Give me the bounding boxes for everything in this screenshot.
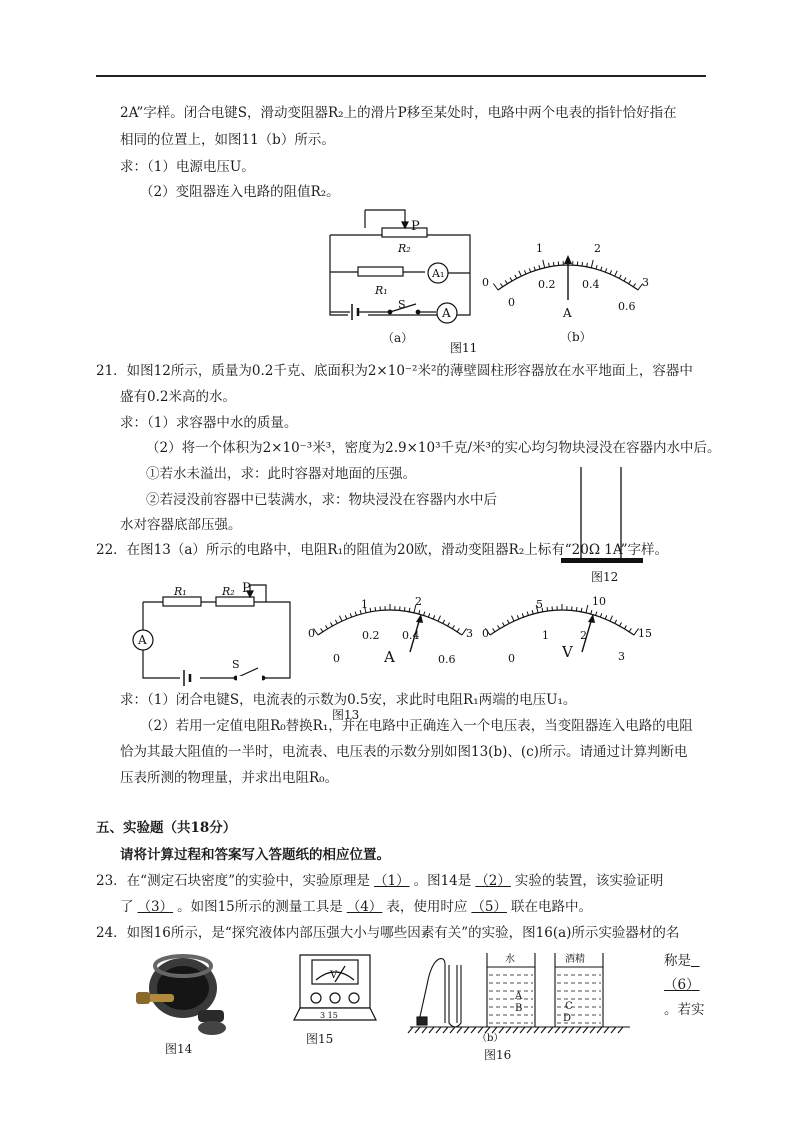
fig11-meter — [493, 255, 642, 300]
meter-tick — [409, 608, 410, 612]
meter-tick — [510, 278, 512, 281]
meter-tick — [502, 623, 504, 626]
meter-tick — [507, 620, 509, 624]
ground-hatch — [415, 1027, 420, 1033]
meter-tick — [605, 268, 606, 272]
section-5-note: 请将计算过程和答案写入答题纸的相应位置。 — [120, 847, 390, 863]
meter-tick — [321, 628, 323, 631]
meter-tick — [443, 620, 445, 624]
figure-11 — [320, 200, 660, 355]
fig13b-bottom-1: 0.2 — [362, 629, 380, 642]
ground-hatch — [408, 1027, 413, 1033]
ground-hatch — [555, 1027, 560, 1033]
ground-hatch — [429, 1027, 434, 1033]
q23-blank-5: （5） — [471, 899, 507, 915]
ground-hatch — [534, 1027, 539, 1033]
fig13-caption: 图13 — [332, 708, 360, 722]
fig15-v-label: V — [330, 970, 338, 981]
fig11-a-label: A — [442, 306, 451, 320]
meter-tick — [539, 265, 540, 269]
ground-hatch — [618, 1027, 623, 1033]
fig11-meter-top-1: 1 — [536, 242, 543, 255]
fig11-caption: 图11 — [450, 341, 478, 355]
fig13-r2-label: R₂ — [222, 585, 235, 598]
meter-tick — [587, 263, 588, 267]
meter-tick — [511, 616, 514, 621]
meter-tick — [633, 283, 635, 286]
q21-line-6: ②若浸没前容器中已装满水，求：物块浸没在容器内水中后 — [146, 492, 497, 508]
q21-line-7: 水对容器底部压强。 — [120, 517, 242, 533]
fig13c-unit: V — [562, 643, 573, 661]
meter-tick — [549, 263, 550, 267]
q23-line-1 — [96, 872, 663, 890]
q24-right-1 — [664, 952, 700, 970]
meter-tick — [493, 283, 498, 290]
meter-tick — [543, 260, 545, 268]
meter-tick — [457, 628, 459, 631]
q24-right-3: 。若实 — [664, 1002, 705, 1018]
fig13b-top-1: 1 — [361, 598, 368, 611]
fig11-meter-bottom-2: 0.4 — [582, 278, 600, 291]
meter-tick — [581, 608, 582, 612]
meter-tick — [515, 275, 517, 279]
q22-line-4: 恰为其最大阻值的一半时，电流表、电压表的示数分别如图13(b)、(c)所示。请通过计算判断电 — [120, 744, 688, 760]
meter-tick — [629, 628, 631, 631]
meter-tick — [600, 613, 601, 617]
ground-hatch — [443, 1027, 448, 1033]
meter-tick — [355, 612, 356, 616]
q23-text-h: 联在电路中。 — [510, 899, 592, 915]
meter-tick — [624, 625, 626, 628]
fig11-s-label: S — [398, 298, 406, 311]
fig13b-top-0: 0 — [308, 627, 315, 640]
fig11-meter-top-2: 2 — [594, 242, 601, 255]
meter-tick — [335, 620, 337, 624]
fig13c-bottom-1: 1 — [542, 629, 549, 642]
q23-blank-3: （3） — [137, 899, 174, 915]
meter-tick — [619, 275, 621, 279]
fig13c-bottom-2: 2 — [580, 629, 587, 642]
meter-tick — [610, 270, 612, 274]
q22-line-2: 求：（1）闭合电键S，电流表的示数为0.5安，求此时电阻R₁两端的电压U₁。 — [120, 692, 577, 708]
meter-tick — [500, 283, 502, 286]
meter-tick — [524, 270, 526, 274]
ground-hatch — [513, 1027, 518, 1033]
fig16-point-a: A — [515, 991, 523, 1002]
meter-tick — [448, 623, 450, 626]
fig11-a1-label: A₁ — [432, 267, 445, 280]
meter-tick — [629, 280, 631, 283]
ground-hatch — [590, 1027, 595, 1033]
meter-tick — [532, 610, 533, 614]
ground-hatch — [457, 1027, 462, 1033]
q21-line-3: 求：（1）求容器中水的质量。 — [120, 415, 298, 431]
fig16-point-b: B — [515, 1003, 523, 1014]
fig13b-bottom-2: 0.4 — [402, 629, 420, 642]
meter-tick — [498, 625, 500, 628]
ground-hatch — [562, 1027, 567, 1033]
q21-line-1: 21．如图12所示，质量为0.2千克、底面积为2×10⁻²米²的薄壁圆柱形容器放在水平地面上，容器中 — [96, 363, 693, 379]
meter-tick — [591, 260, 593, 268]
fig13b-bottom-3: 0.6 — [438, 653, 456, 666]
ground-hatch — [450, 1027, 455, 1033]
figure-16 — [405, 945, 640, 1045]
fig16-point-d: D — [563, 1013, 572, 1024]
fig11-meter-bottom-0: 0 — [508, 296, 515, 309]
q23-text-f: 。如图15所示的测量工具是 — [177, 899, 343, 915]
ground-hatch — [541, 1027, 546, 1033]
q20-line-3: 求：（1）电源电压U。 — [120, 159, 255, 175]
ground-hatch — [583, 1027, 588, 1033]
q24-line-1: 24．如图16所示，是“探究液体内部压强大小与哪些因素有关”的实验，图16(a)所示实验器材的名 — [96, 925, 680, 941]
q23-text-e: 了 — [120, 899, 134, 915]
meter-tick — [610, 616, 613, 621]
meter-tick — [596, 265, 597, 269]
meter-tick — [601, 267, 602, 271]
fig13b-top-3: 3 — [466, 627, 473, 640]
meter-tick — [624, 278, 626, 281]
fig11-r2-label: R₂ — [398, 242, 411, 255]
q20-line-1: 2A”字样。闭合电键S，滑动变阻器R₂上的滑片P移至某处时，电路中两个电表的指针恰好指在 — [120, 105, 677, 121]
q23-blank-2: （2） — [475, 873, 511, 889]
q22-line-5: 压表所测的物理量，并求出电阻R₀。 — [120, 770, 339, 786]
fig11-cap-b: （b） — [560, 330, 592, 344]
meter-tick — [547, 607, 548, 611]
q23-blank-4: （4） — [346, 899, 383, 915]
meter-tick — [438, 616, 441, 621]
ground-hatch — [506, 1027, 511, 1033]
meter-tick — [553, 262, 554, 266]
q23-text-g: 表，使用时应 — [386, 899, 468, 915]
ground-hatch — [576, 1027, 581, 1033]
q23-blank-1: （1） — [373, 873, 410, 889]
fig13-p-label: P — [242, 581, 251, 596]
meter-tick — [527, 612, 528, 616]
fig16-alcohol-label: 酒精 — [565, 954, 585, 965]
fig11-r1-label: R₁ — [375, 284, 388, 297]
q22-line-3: （2）若用一定值电阻R₀替换R₁，并在电路中正确连入一个电压表，当变阻器连入电路的电阻 — [140, 718, 693, 734]
meter-tick — [404, 607, 405, 611]
fig11-meter-bottom-3: 0.6 — [618, 300, 636, 313]
fig13-r1-label: R₁ — [174, 585, 187, 598]
fig11-meter-top-3: 3 — [642, 276, 649, 289]
fig11-cap-a: （a） — [382, 331, 414, 345]
meter-tick — [433, 615, 435, 619]
meter-tick — [370, 608, 371, 612]
q20-line-2: 相同的位置上，如图11（b）所示。 — [120, 132, 335, 148]
meter-tick — [582, 262, 583, 266]
fig16-water-label: 水 — [505, 954, 515, 965]
fig13c-bottom-3: 3 — [618, 650, 625, 663]
fig15-scale-label: 3 15 — [320, 1011, 338, 1020]
q21-line-5: ①若水未溢出，求：此时容器对地面的压强。 — [146, 466, 416, 482]
q20-line-4: （2）变阻器连入电路的阻值R₂。 — [140, 184, 340, 200]
meter-tick — [493, 628, 495, 631]
fig13b-top-2: 2 — [415, 595, 422, 608]
fig11-p-label: P — [411, 219, 420, 234]
meter-tick — [330, 623, 332, 626]
meter-tick — [615, 620, 617, 624]
meter-tick — [519, 271, 522, 276]
meter-tick — [591, 610, 592, 614]
meter-tick — [522, 613, 523, 617]
ground-hatch — [436, 1027, 441, 1033]
fig13c-top-0: 0 — [482, 627, 489, 640]
q24-blank-6: （6） — [664, 977, 700, 993]
fig13c-top-2: 10 — [592, 595, 606, 608]
meter-tick — [586, 605, 588, 613]
meter-tick — [529, 268, 530, 272]
meter-tick — [375, 607, 376, 611]
fig16-caption: 图16 — [484, 1048, 512, 1062]
meter-tick — [615, 271, 618, 276]
fig13-s-label: S — [232, 658, 240, 671]
meter-tick — [576, 607, 577, 611]
fig11-meter-bottom-1: 0.2 — [538, 278, 556, 291]
q23-line-2 — [120, 898, 592, 916]
ground-hatch — [604, 1027, 609, 1033]
q22-line-1: 22．在图13（a）所示的电路中，电阻R₁的阻值为20欧，滑动变阻器R₂上标有“20Ω 1A”字样。 — [96, 542, 669, 558]
q21-line-2: 盛有0.2米高的水。 — [120, 389, 236, 405]
meter-tick — [605, 615, 607, 619]
fig13-a-label: A — [138, 633, 147, 647]
section-5-title: 五、实验题（共18分） — [96, 820, 237, 836]
fig12-caption: 图12 — [591, 570, 619, 584]
ground-hatch — [527, 1027, 532, 1033]
meter-tick — [345, 615, 347, 619]
fig13c-top-1: 5 — [536, 598, 543, 611]
ground-hatch — [611, 1027, 616, 1033]
ground-hatch — [520, 1027, 525, 1033]
ground-hatch — [569, 1027, 574, 1033]
fig15-caption: 图15 — [306, 1032, 334, 1046]
fig14-caption: 图14 — [165, 1042, 193, 1056]
meter-tick — [326, 625, 328, 628]
q24-right-1-text: 称是 — [664, 953, 691, 969]
fig11-meter-unit: A — [563, 306, 572, 320]
meter-tick — [517, 615, 519, 619]
meter-tick — [505, 280, 507, 283]
meter-tick — [596, 612, 597, 616]
fig16-point-c: C — [565, 1001, 573, 1012]
fig11-meter-top-0: 0 — [482, 276, 489, 289]
meter-tick — [419, 610, 420, 614]
ground-hatch — [471, 1027, 476, 1033]
fig13c-bottom-0: 0 — [508, 652, 515, 665]
meter-tick — [350, 613, 351, 617]
header-rule — [96, 75, 706, 77]
figure-15-voltmeter — [290, 950, 380, 1030]
ground-hatch — [464, 1027, 469, 1033]
meter-tick — [534, 267, 535, 271]
fig13b-unit: A — [384, 648, 395, 666]
figure-14-pressure-gauge — [128, 948, 238, 1038]
q23-text-a: 23．在“测定石块密度”的实验中，实验原理是 — [96, 873, 370, 889]
ground-hatch — [548, 1027, 553, 1033]
fig13c-top-3: 15 — [638, 627, 652, 640]
meter-tick — [424, 612, 425, 616]
q23-text-d: 实验的装置，该实验证明 — [514, 873, 664, 889]
fig13b-bottom-0: 0 — [333, 652, 340, 665]
ground-hatch — [597, 1027, 602, 1033]
ground-hatch — [422, 1027, 427, 1033]
meter-tick — [452, 625, 454, 628]
fig16-cap-b: （b） — [477, 1033, 504, 1044]
q23-text-c: 。图14是 — [413, 873, 472, 889]
meter-tick — [339, 616, 342, 621]
q21-line-4: （2）将一个体积为2×10⁻³米³，密度为2.9×10³千克/米³的实心均匀物块浸没在容器内水中后。 — [146, 440, 721, 456]
meter-tick — [428, 613, 429, 617]
meter-tick — [620, 623, 622, 626]
